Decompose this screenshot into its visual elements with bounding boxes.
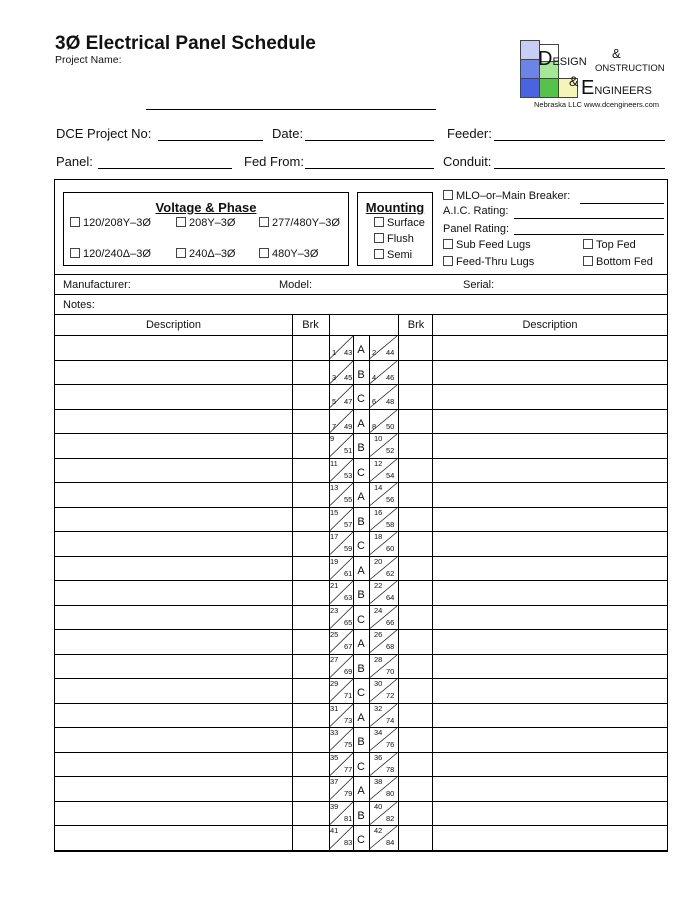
circuit-number-left: 17 — [330, 532, 339, 541]
circuit-number-left: 33 — [330, 728, 339, 737]
manufacturer-label: Manufacturer: — [63, 279, 131, 291]
circuit-number-right: 10 — [374, 434, 383, 443]
page-title: 3Ø Electrical Panel Schedule — [55, 33, 316, 54]
circuit-number-right-alt: 78 — [386, 764, 395, 774]
mounting-title: Mounting — [365, 200, 425, 215]
mounting-option[interactable]: Semi — [374, 249, 412, 261]
circuit-number-left: 21 — [330, 581, 339, 590]
panel-label: Panel: — [56, 154, 93, 169]
circuit-number-left: 29 — [330, 679, 339, 688]
circuit-row — [0, 580, 690, 605]
fed-from-label: Fed From: — [244, 154, 304, 169]
voltage-option[interactable]: 120/208Y–3Ø — [70, 217, 151, 229]
checkbox-icon[interactable] — [583, 239, 593, 249]
phase-label: A — [357, 638, 365, 650]
divider — [54, 294, 668, 295]
logo-square — [539, 78, 559, 98]
circuit-number-left-alt: 43 — [344, 348, 353, 357]
circuit-row — [0, 482, 690, 507]
circuit-row — [0, 727, 690, 752]
circuit-number-right-alt: 68 — [386, 642, 395, 651]
project-name-line — [146, 109, 436, 110]
col-header-description-right: Description — [522, 319, 578, 331]
divider — [54, 314, 668, 315]
circuit-number-left-alt: 51 — [344, 446, 353, 455]
circuit-number-right-alt: 46 — [386, 372, 395, 382]
circuit-number-right: 18 — [374, 532, 383, 541]
circuit-number-left-alt: 57 — [344, 519, 353, 529]
logo-text-esign: ESIGN — [552, 56, 587, 68]
circuit-number-left-alt: 81 — [344, 813, 353, 823]
mlo-main-breaker[interactable]: MLO–or–Main Breaker: — [443, 190, 570, 202]
circuit-number-right-alt: 62 — [386, 568, 395, 578]
conduit-field[interactable] — [494, 168, 665, 169]
circuit-number-left-alt: 65 — [344, 617, 353, 627]
dce-project-no-field[interactable] — [158, 140, 263, 141]
circuit-number-right: 42 — [374, 826, 383, 835]
circuit-number-right: 34 — [374, 728, 383, 737]
logo-square — [520, 40, 540, 60]
circuit-number-right-alt: 54 — [386, 470, 395, 480]
phase-label: B — [357, 662, 365, 675]
circuit-number-right-alt: 76 — [386, 740, 395, 749]
circuit-number-right: 28 — [374, 654, 383, 664]
aic-rating-label: A.I.C. Rating: — [443, 205, 509, 217]
circuit-number-right: 8 — [372, 421, 377, 431]
col-header-description-left: Description — [145, 319, 202, 331]
circuit-row — [0, 531, 690, 556]
circuit-number-right: 30 — [374, 679, 383, 688]
circuit-row — [0, 776, 690, 801]
circuit-number-left: 23 — [330, 605, 339, 615]
circuit-number-left: 27 — [330, 654, 339, 664]
circuit-row — [0, 801, 690, 826]
circuit-row — [0, 752, 690, 777]
circuit-row — [0, 360, 690, 385]
mounting-option[interactable]: Surface — [374, 217, 425, 229]
phase-label: A — [357, 344, 365, 356]
logo-c-ampersand: & — [569, 73, 579, 89]
phase-label: B — [357, 589, 365, 601]
fed-from-field[interactable] — [305, 168, 434, 169]
phase-label: C — [357, 540, 365, 552]
circuit-number-right: 26 — [374, 630, 383, 639]
voltage-option[interactable]: 240Δ–3Ø — [176, 248, 236, 260]
logo-text-onstruction: ONSTRUCTION — [595, 63, 665, 74]
checkbox-icon[interactable] — [259, 248, 269, 258]
phase-label: A — [357, 417, 365, 430]
phase-label: A — [357, 491, 365, 503]
logo-square — [520, 59, 540, 79]
sub-feed-lugs-option[interactable]: Sub Feed Lugs — [443, 239, 531, 251]
circuit-number-left: 9 — [330, 434, 335, 443]
mounting-option[interactable]: Flush — [374, 233, 414, 245]
circuit-number-right: 22 — [374, 581, 383, 590]
circuit-number-left: 15 — [330, 507, 339, 517]
circuit-number-right: 38 — [374, 777, 383, 786]
circuit-number-right: 2 — [372, 348, 377, 357]
notes-label: Notes: — [63, 299, 95, 311]
panel-field[interactable] — [98, 168, 232, 169]
circuit-number-right-alt: 74 — [386, 715, 395, 725]
circuit-number-left-alt: 61 — [344, 568, 353, 578]
conduit-label: Conduit: — [443, 154, 492, 169]
circuit-number-left-alt: 63 — [344, 593, 353, 602]
feeder-label: Feeder: — [447, 126, 492, 141]
logo-footer: Nebraska LLC www.dcengineers.com — [534, 100, 660, 109]
circuit-row — [0, 335, 690, 360]
phase-label: C — [357, 834, 365, 846]
mounting-box — [357, 192, 433, 266]
circuit-number-left-alt: 45 — [344, 372, 353, 382]
phase-label: A — [357, 711, 365, 724]
circuit-number-left: 3 — [332, 372, 337, 382]
date-label: Date: — [272, 126, 304, 141]
panel-rating-field[interactable] — [514, 234, 664, 235]
circuit-number-left-alt: 55 — [344, 495, 353, 504]
circuit-row — [0, 825, 690, 850]
circuit-row — [0, 433, 690, 458]
dce-project-no-label: DCE Project No: — [56, 126, 152, 141]
phase-label: A — [357, 564, 365, 577]
circuit-number-left: 39 — [330, 801, 339, 811]
circuit-number-left: 13 — [330, 483, 339, 492]
circuit-number-left: 1 — [332, 348, 337, 357]
checkbox-icon[interactable] — [443, 190, 453, 200]
circuit-row — [0, 384, 690, 409]
phase-label: C — [357, 687, 365, 699]
circuit-number-right-alt: 64 — [386, 593, 395, 602]
circuit-number-right-alt: 84 — [386, 838, 395, 847]
circuit-row — [0, 409, 690, 434]
phase-label: A — [357, 785, 365, 797]
circuit-number-left-alt: 75 — [344, 740, 353, 749]
circuit-number-left: 35 — [330, 752, 339, 762]
top-fed-option[interactable]: Top Fed — [583, 239, 636, 251]
logo-text-ngineers: NGINEERS — [594, 85, 652, 97]
circuit-number-left-alt: 53 — [344, 470, 353, 480]
circuit-number-left: 19 — [330, 556, 339, 566]
circuit-number-right: 32 — [374, 703, 383, 713]
voltage-option[interactable]: 277/480Y–3Ø — [259, 217, 340, 229]
col-header-brk-left: Brk — [302, 319, 319, 331]
feed-thru-lugs-option[interactable]: Feed-Thru Lugs — [443, 256, 534, 268]
checkbox-icon[interactable] — [583, 256, 593, 266]
circuit-number-right-alt: 58 — [386, 519, 395, 529]
circuit-number-right-alt: 72 — [386, 691, 395, 700]
checkbox-icon[interactable] — [374, 217, 384, 227]
logo-square — [520, 78, 540, 98]
circuit-number-left-alt: 49 — [344, 421, 353, 431]
circuit-number-left: 25 — [330, 630, 339, 639]
phase-label: B — [357, 809, 365, 822]
model-label: Model: — [279, 279, 313, 291]
circuit-number-right-alt: 50 — [386, 421, 395, 431]
circuit-number-right: 14 — [374, 483, 383, 492]
circuit-number-right: 40 — [374, 801, 383, 811]
logo-letter-d: D — [538, 48, 553, 70]
checkbox-icon[interactable] — [374, 249, 384, 259]
circuit-number-right: 4 — [372, 372, 377, 382]
circuit-number-left: 31 — [330, 703, 339, 713]
row-divider — [54, 850, 668, 851]
phase-label: B — [357, 442, 365, 454]
checkbox-icon[interactable] — [70, 248, 80, 258]
circuit-number-right-alt: 66 — [386, 617, 395, 627]
circuit-number-left: 7 — [332, 421, 337, 431]
voltage-option[interactable]: 120/240Δ–3Ø — [70, 248, 151, 260]
circuit-number-right: 24 — [374, 605, 383, 615]
bottom-fed-option[interactable]: Bottom Fed — [583, 256, 653, 268]
circuit-row — [0, 678, 690, 703]
circuit-number-right-alt: 60 — [386, 544, 395, 553]
circuit-number-right: 6 — [372, 397, 377, 406]
circuit-row — [0, 507, 690, 532]
circuit-number-left-alt: 67 — [344, 642, 353, 651]
circuit-number-right: 20 — [374, 556, 383, 566]
circuit-number-right-alt: 80 — [386, 789, 395, 798]
phase-label: C — [357, 466, 365, 479]
circuit-number-left-alt: 83 — [344, 838, 353, 847]
circuit-row — [0, 654, 690, 679]
circuit-row — [0, 556, 690, 581]
circuit-number-right-alt: 70 — [386, 666, 395, 676]
phase-label: C — [357, 393, 365, 405]
logo-ampersand: & — [612, 46, 621, 61]
voltage-option[interactable]: 480Y–3Ø — [259, 248, 318, 260]
phase-label: C — [357, 613, 365, 626]
checkbox-icon[interactable] — [443, 256, 453, 266]
circuit-number-left: 11 — [330, 458, 338, 468]
company-logo — [520, 40, 680, 112]
circuit-number-right: 36 — [374, 752, 383, 762]
circuit-number-left-alt: 79 — [344, 789, 353, 798]
circuit-row — [0, 703, 690, 728]
circuit-number-right-alt: 52 — [386, 446, 395, 455]
panel-rating-label: Panel Rating: — [443, 223, 510, 235]
circuit-number-left-alt: 59 — [344, 544, 353, 553]
circuit-number-left: 37 — [330, 777, 339, 786]
phase-label: B — [357, 736, 365, 748]
checkbox-icon[interactable] — [374, 233, 384, 243]
mlo-field[interactable] — [580, 203, 664, 204]
project-name-label: Project Name: — [55, 54, 122, 66]
circuit-row — [0, 629, 690, 654]
voltage-phase-box — [63, 192, 349, 266]
circuit-number-right: 12 — [374, 458, 383, 468]
circuit-number-left-alt: 47 — [344, 397, 353, 406]
circuit-number-right-alt: 44 — [386, 348, 395, 357]
voltage-phase-title: Voltage & Phase — [155, 200, 257, 215]
phase-label: B — [357, 368, 365, 381]
col-header-brk-right: Brk — [407, 319, 425, 331]
circuit-number-right-alt: 82 — [386, 813, 395, 823]
date-field[interactable] — [305, 140, 434, 141]
circuit-number-left-alt: 69 — [344, 666, 353, 676]
feeder-field[interactable] — [494, 140, 665, 141]
checkbox-icon[interactable] — [443, 239, 453, 249]
circuit-number-left-alt: 73 — [344, 715, 353, 725]
circuit-row — [0, 605, 690, 630]
checkbox-icon[interactable] — [259, 217, 269, 227]
phase-label: B — [357, 515, 365, 528]
checkbox-icon[interactable] — [176, 248, 186, 258]
serial-label: Serial: — [463, 279, 495, 291]
circuit-number-left: 41 — [330, 826, 339, 835]
circuit-number-right: 16 — [374, 507, 383, 517]
phase-label: C — [357, 760, 365, 773]
circuit-number-right-alt: 48 — [386, 397, 395, 406]
checkbox-icon[interactable] — [70, 217, 80, 227]
circuit-number-left: 5 — [332, 397, 337, 406]
circuit-number-right-alt: 56 — [386, 495, 395, 504]
circuit-number-left-alt: 77 — [344, 764, 353, 774]
checkbox-icon[interactable] — [176, 217, 186, 227]
aic-rating-field[interactable] — [514, 218, 664, 219]
voltage-option[interactable]: 208Y–3Ø — [176, 217, 235, 229]
circuit-row — [0, 458, 690, 483]
circuit-number-left-alt: 71 — [344, 691, 353, 700]
logo-letter-e: E — [581, 77, 595, 99]
divider — [54, 274, 668, 275]
